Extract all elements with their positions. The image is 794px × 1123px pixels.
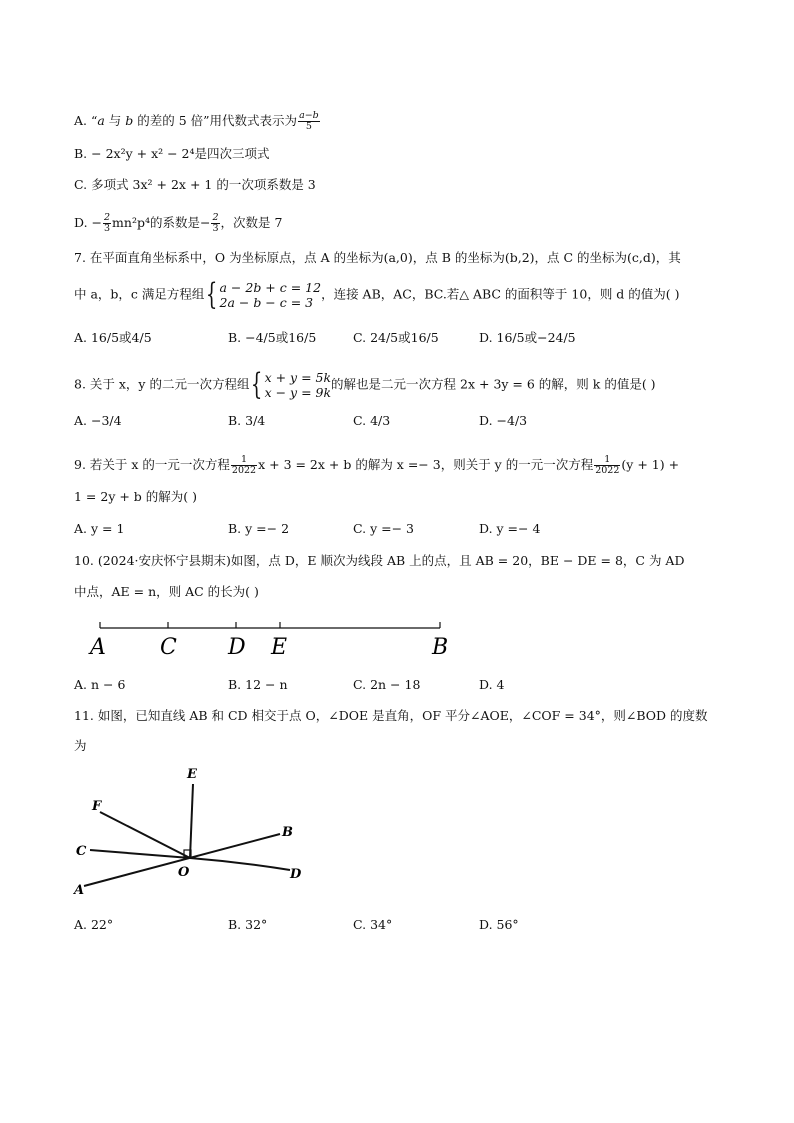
q11-ray-oe [190,784,193,858]
q10-label-c: C [160,635,177,660]
q9-frac1 [231,455,257,476]
q8-eq1: x + y = 5k [264,370,332,385]
q9-frac2 [594,455,620,476]
q10-option-c: C. 2n − 18 [353,677,421,692]
q6-a-var-b: b [125,113,134,128]
q10-label-b: B [432,635,449,660]
q6-d-frac2-den: 3 [212,223,219,234]
q6-d-mid: mn²p⁴的系数是− [112,215,211,230]
q6-a-prefix: A. “ [74,113,98,128]
q7-stem-line2 [74,277,680,312]
q11-angle-figure [70,762,330,902]
q6-a-mid1: 与 [104,113,126,128]
q8-option-a: A. −3/4 [74,413,122,428]
q8-stem-prefix: 8. 关于 x，y 的二元一次方程组 [74,376,250,392]
q6-d-suffix: ，次数是 7 [220,215,283,230]
q6-d-frac1 [103,213,111,234]
q6-a-frac-den: 5 [305,121,312,132]
q6-a-fraction [298,111,320,132]
q10-option-d: D. 4 [479,677,505,692]
q8-equation-system [265,370,331,400]
q6-a-frac-num: a−b [299,110,319,121]
q7-eq2: 2a − b − c = 3 [219,295,314,310]
q11-label-e: E [187,767,197,782]
q6-option-a [74,111,321,132]
q11-label-o: O [178,865,190,880]
q11-option-a: A. 22° [74,917,114,932]
q7-option-c: C. 24/5或16/5 [353,330,439,345]
q9-frac1-num: 1 [231,455,257,466]
q9-stem-line2: 1 = 2y + b 的解为( ) [74,489,198,504]
q6-a-mid2: 的差的 5 倍”用代数式表示为 [133,113,298,128]
q9-stem-line1 [74,455,679,476]
q8-option-b: B. 3/4 [228,413,266,428]
q8-stem-suffix: 的解也是二元一次方程 2x + 3y = 6 的解，则 k 的值是( ) [331,376,656,392]
q11-line-cd-right [190,858,290,870]
q9-stem-c: (y + 1) + [621,457,680,472]
q10-stem-line1: 10. (2024·安庆怀宁县期末)如图，点 D，E 顺次为线段 AB 上的点，且 AB = 20，BE − DE = 8，C 为 AD [74,553,685,568]
q11-label-b: B [282,825,293,840]
q6-option-b: B. − 2x²y + x² − 2⁴是四次三项式 [74,146,270,161]
q11-option-c: C. 34° [353,917,393,932]
q10-segment-figure [80,612,460,662]
q6-a-var-a: a [97,113,105,128]
q9-frac2-num: 1 [594,455,620,466]
q11-label-a: A [74,883,85,898]
q9-option-c: C. y =− 3 [353,521,414,536]
q9-option-b: B. y =− 2 [228,521,290,536]
q11-option-b: B. 32° [228,917,268,932]
q10-label-d: D [228,635,246,660]
q9-option-a: A. y = 1 [74,521,125,536]
q11-option-d: D. 56° [479,917,519,932]
q8-stem [74,367,656,402]
q7-system-brace: { [206,277,218,312]
q9-option-d: D. y =− 4 [479,521,541,536]
q7-option-a: A. 16/5或4/5 [74,330,152,345]
q7-option-d: D. 16/5或−24/5 [479,330,576,345]
q11-stem-line2: 为 [74,738,87,753]
q11-stem-line1: 11. 如图，已知直线 AB 和 CD 相交于点 O，∠DOE 是直角，OF 平分∠AOE，∠COF = 34°，则∠BOD 的度数 [74,708,708,723]
q7-equation-system [220,280,322,310]
q6-option-d [74,213,282,234]
q10-label-a: A [90,635,106,660]
q7-stem-suffix: ，连接 AB，AC，BC.若△ ABC 的面积等于 10，则 d 的值为( ) [321,286,680,302]
q8-option-d: D. −4/3 [479,413,528,428]
q6-d-frac1-num: 2 [104,212,111,223]
q9-frac2-den: 2022 [595,465,620,476]
q10-label-e: E [271,635,288,660]
q7-stem-prefix: 中 a，b，c 满足方程组 [74,286,205,302]
q7-eq1: a − 2b + c = 12 [219,280,322,295]
q9-stem-b: x + 3 = 2x + b 的解为 x =− 3，则关于 y 的一元一次方程 [258,457,594,472]
q11-label-c: C [76,844,87,859]
q9-frac1-den: 2022 [231,465,257,476]
q10-option-a: A. n − 6 [74,677,126,692]
q8-eq2: x − y = 9k [264,385,332,400]
q6-d-prefix: D. − [74,215,102,230]
q10-option-b: B. 12 − n [228,677,288,692]
q6-option-c: C. 多项式 3x² + 2x + 1 的一次项系数是 3 [74,177,316,192]
q11-label-f: F [92,799,102,814]
q6-d-frac2-num: 2 [212,212,219,223]
q9-stem-a: 9. 若关于 x 的一元一次方程 [74,457,230,472]
q7-stem-line1: 7. 在平面直角坐标系中，O 为坐标原点，点 A 的坐标为(a,0)，点 B 的坐标为(b,2)，点 C 的坐标为(c,d)，其 [74,250,681,265]
q7-option-b: B. −4/5或16/5 [228,330,317,345]
q6-d-frac2 [211,213,219,234]
q8-system-brace: { [251,367,263,402]
q11-label-d: D [290,867,302,882]
q8-option-c: C. 4/3 [353,413,391,428]
q6-d-frac1-den: 3 [104,223,111,234]
q10-stem-line2: 中点，AE = n，则 AC 的长为( ) [74,584,259,599]
